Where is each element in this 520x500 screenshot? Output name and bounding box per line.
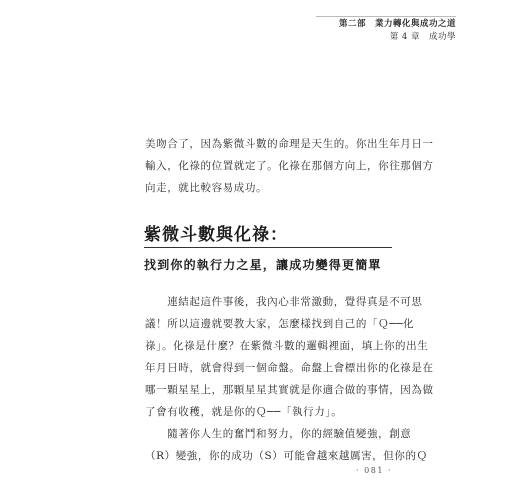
body-text [145,291,434,467]
text-line: 議！所以這邊就要教大家，怎麼樣找到自己的「Ｑ──化 [145,318,415,330]
text-line: 連結起這件事後，我內心非常激動，覺得真是不可思 [145,296,423,308]
text-line: 了會有收穫，就是你的Ｑ──「執行力」。 [145,406,343,418]
section-subtitle: 找到你的執行力之星，讓成功變得更簡單 [144,258,382,272]
intro-paragraph [145,133,434,199]
page-number: ‧ 081 ‧ [356,466,392,475]
running-header-part: 第二部 業力轉化與成功之道 [338,19,456,29]
text-line: 輸入，化祿的位置就定了。化祿在那個方向上，你往那個方 [145,160,434,172]
running-header-chapter: 第 4 章 成功學 [389,32,456,42]
text-line: 美吻合了，因為紫微斗數的命理是天生的。你出生年月日一 [145,138,434,150]
header-rule [316,16,456,17]
text-line: 隨著你人生的奮鬥和努力，你的經驗值變強，創意 [145,428,412,440]
text-line: 祿」。化祿是什麼？在紫微斗數的邏輯裡面，填上你的出生 [145,340,429,352]
text-line: 向走，就比較容易成功。 [145,182,268,194]
section-title-rule [144,247,392,248]
text-line: 哪一顆星星上，那顆星星其實就是你適合做的事情，因為做 [145,384,434,396]
text-line: 年月日時，就會得到一個命盤。命盤上會標出你的化祿是在 [145,362,434,374]
section-title: 紫微斗數與化祿： [144,225,288,245]
text-line: （R）變強，你的成功（S）可能會越來越厲害，但你的Ｑ [145,450,428,462]
